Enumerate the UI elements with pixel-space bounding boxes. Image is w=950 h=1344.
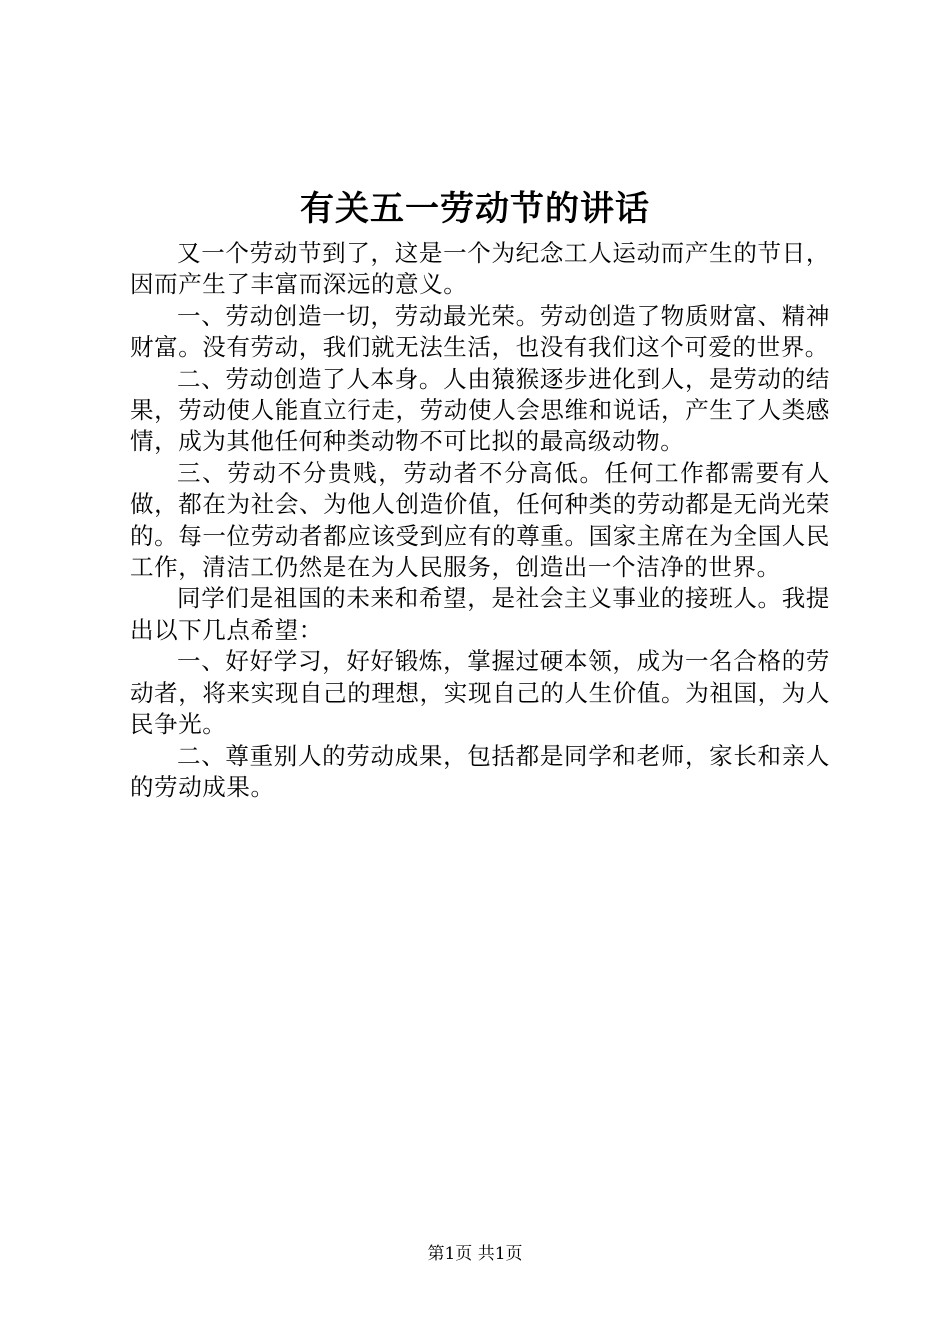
page-footer: 第1页 共1页 [427, 1244, 523, 1264]
document-title: 有关五一劳动节的讲话 [300, 189, 650, 229]
paragraph-4: 三、劳动不分贵贱，劳动者不分高低。任何工作都需要有人做，都在为社会、为他人创造价值，任何种类的劳动都是无尚光荣的。每一位劳动者都应该受到应有的尊重。国家主席在为全国人民工作，清洁工仍然是在为人民服务，创造出一个洁净的世界。 [130, 458, 830, 582]
paragraph-1: 又一个劳动节到了，这是一个为纪念工人运动而产生的节日，因而产生了丰富而深远的意义。 [130, 239, 830, 299]
paragraph-5: 同学们是祖国的未来和希望，是社会主义事业的接班人。我提出以下几点希望： [130, 584, 830, 644]
paragraph-6: 一、好好学习，好好锻炼，掌握过硬本领，成为一名合格的劳动者，将来实现自己的理想，实现自己的人生价值。为祖国，为人民争光。 [130, 647, 830, 739]
paragraph-3: 二、劳动创造了人本身。人由猿猴逐步进化到人，是劳动的结果，劳动使人能直立行走，劳动使人会思维和说话，产生了人类感情，成为其他任何种类动物不可比拟的最高级动物。 [130, 364, 830, 456]
document-body [130, 238, 830, 803]
paragraph-7: 二、尊重别人的劳动成果，包括都是同学和老师，家长和亲人的劳动成果。 [130, 741, 830, 801]
paragraph-2: 一、劳动创造一切，劳动最光荣。劳动创造了物质财富、精神财富。没有劳动，我们就无法生活，也没有我们这个可爱的世界。 [130, 301, 830, 362]
